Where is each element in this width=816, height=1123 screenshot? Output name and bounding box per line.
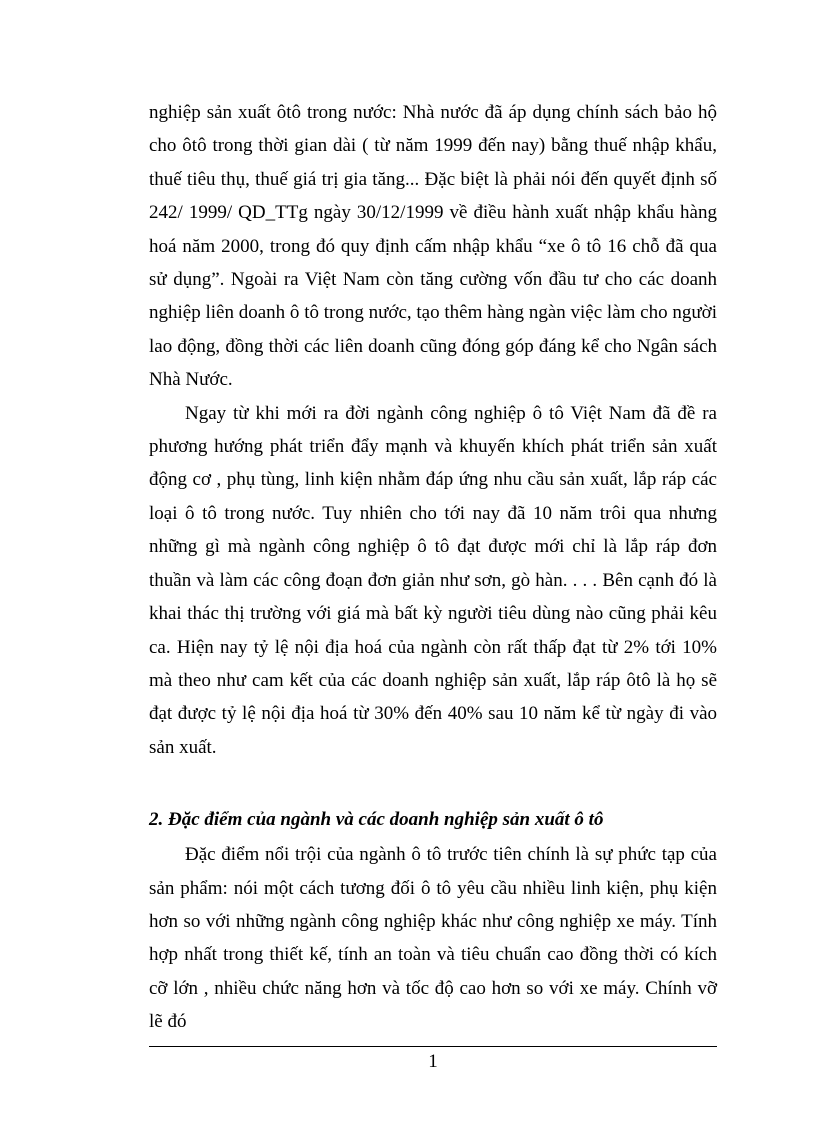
footer-divider [149,1046,717,1047]
paragraph-localization: Ngay từ khi mới ra đời ngành công nghiệp ô tô Việt Nam đã đề ra phương hướng phát triển đẩy mạnh và khuyến khích phát triển sản xuất động cơ , phụ tùng, linh kiện nhằm đáp ứng nhu cầu sản xuất, lắp ráp các loại ô tô trong nước. Tuy nhiên cho tới nay đã 10 năm trôi qua nhưng những gì mà ngành công nghiệp ô tô đạt được mới chỉ là lắp ráp đơn thuần và làm các công đoạn đơn giản như sơn, gò hàn. . . . Bên cạnh đó là khai thác thị trường với giá mà bất kỳ người tiêu dùng nào cũng phải kêu ca. Hiện nay tỷ lệ nội địa hoá của ngành còn rất thấp đạt từ 2% tới 10% mà theo như cam kết của các doanh nghiệp sản xuất, lắp ráp ôtô là họ sẽ đạt được tỷ lệ nội địa hoá từ 30% đến 40% sau 10 năm kể từ ngày đi vào sản xuất. [149,402,717,758]
paragraph-industry-characteristics: Đặc điểm nổi trội của ngành ô tô trước tiên chính là sự phức tạp của sản phẩm: nói một cách tương đối ô tô yêu cầu nhiều linh kiện, phụ kiện hơn so với những ngành công nghiệp khác như công nghiệp xe máy. Tính hợp nhất trong thiết kế, tính an toàn và tiêu chuẩn cao đồng thời có kích cỡ lớn , nhiều chức năng hơn và tốc độ cao hơn so với xe máy. Chính vỡ lẽ đó [149,844,717,1033]
document-body [149,96,717,1039]
section-heading: 2. Đặc điểm của ngành và các doanh nghiệp sản xuất ô tô [149,809,604,831]
page-number: 1 [428,1051,438,1072]
paragraph-continuation: nghiệp sản xuất ôtô trong nước: Nhà nước đã áp dụng chính sách bảo hộ cho ôtô trong thời gian dài ( từ năm 1999 đến nay) bằng thuế nhập khẩu, thuế tiêu thụ, thuế giá trị gia tăng... Đặc biệt là phải nói đến quyết định số 242/ 1999/ QD_TTg ngày 30/12/1999 về điều hành xuất nhập khẩu hàng hoá năm 2000, trong đó quy định cấm nhập khẩu “xe ô tô 16 chỗ đã qua sử dụng”. Ngoài ra Việt Nam còn tăng cường vốn đầu tư cho các doanh nghiệp liên doanh ô tô trong nước, tạo thêm hàng ngàn việc làm cho người lao động, đồng thời các liên doanh cũng đóng góp đáng kể cho Ngân sách Nhà Nước. [149,102,717,391]
